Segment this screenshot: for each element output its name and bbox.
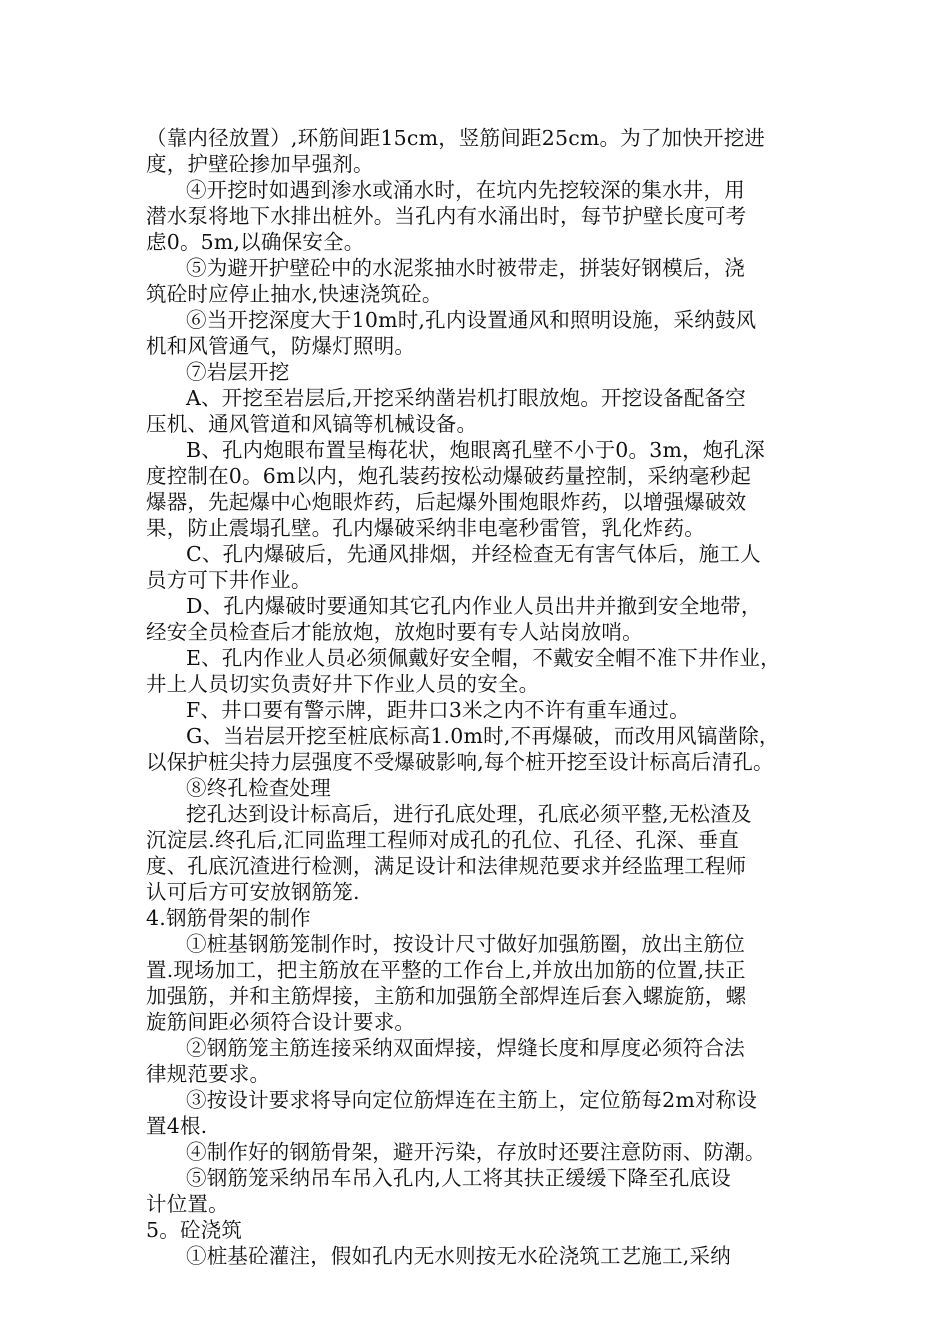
text-line: （靠内径放置）,环筋间距15cm，竖筋间距25cm。为了加快开挖进 [146,126,766,150]
text-line: ④开挖时如遇到渗水或涌水时，在坑内先挖较深的集水井，用 [186,178,745,202]
text-line: D、孔内爆破时要通知其它孔内作业人员出井并撤到安全地带， [186,594,762,618]
text-line: 律规范要求。 [146,1062,271,1086]
text-line: 5。砼浇筑 [146,1218,243,1242]
text-line: 爆器，先起爆中心炮眼炸药，后起爆外围炮眼炸药，以增强爆破效 [146,490,747,514]
text-line: 筑砼时应停止抽水,快速浇筑砼。 [146,282,443,306]
text-line: ⑤为避开护壁砼中的水泥浆抽水时被带走，拼装好钢模后，浇 [186,256,745,280]
text-line: 井上人员切实负责好井下作业人员的安全。 [146,672,540,696]
text-line: ⑧终孔检查处理 [186,776,331,800]
text-line: 认可后方可安放钢筋笼. [146,880,360,904]
text-line: 4.钢筋骨架的制作 [146,906,311,930]
text-line: 计位置。 [146,1192,229,1216]
text-line: ④制作好的钢筋骨架，避开污染，存放时还要注意防雨、防潮。 [186,1140,766,1164]
text-line: ⑦岩层开挖 [186,360,290,384]
text-line: ③按设计要求将导向定位筋焊连在主筋上，定位筋每2m对称设 [186,1088,758,1112]
text-line: 果，防止震塌孔壁。孔内爆破采纳非电毫秒雷管，乳化炸药。 [146,516,705,540]
text-line: ⑤钢筋笼采纳吊车吊入孔内,人工将其扶正缓缓下降至孔底设 [186,1166,731,1190]
text-line: 员方可下井作业。 [146,568,312,592]
text-line: 经安全员检查后才能放炮，放炮时要有专人站岗放哨。 [146,620,643,644]
text-line: ①桩基钢筋笼制作时，按设计尺寸做好加强筋圈，放出主筋位 [186,932,745,956]
text-line: 置4根. [146,1114,208,1138]
text-line: 度，护壁砼掺加早强剂。 [146,152,374,176]
text-line: A、开挖至岩层后,开挖采纳凿岩机打眼放炮。开挖设备配备空 [186,386,746,410]
text-line: 虑0。5m,以确保安全。 [146,230,365,254]
text-line: E、孔内作业人员必须佩戴好安全帽，不戴安全帽不准下井作业， [186,646,781,670]
text-line: G、当岩层开挖至桩底标高1.0m时,不再爆破，而改用风镐凿除， [186,724,780,748]
text-line: 置.现场加工，把主筋放在平整的工作台上,并放出加筋的位置,扶正 [146,958,746,982]
text-line: 度控制在0。6m以内，炮孔装药按松动爆破药量控制，采纳毫秒起 [146,464,752,488]
text-line: 度、孔底沉渣进行检测，满足设计和法律规范要求并经监理工程师 [146,854,747,878]
text-line: 旋筋间距必须符合设计要求。 [146,1010,416,1034]
text-line: ①桩基砼灌注，假如孔内无水则按无水砼浇筑工艺施工,采纳 [186,1244,731,1268]
text-line: ②钢筋笼主筋连接采纳双面焊接，焊缝长度和厚度必须符合法 [186,1036,745,1060]
text-line: F、井口要有警示牌，距井口3米之内不许有重车通过。 [186,698,690,722]
document-page [146,125,810,1269]
text-line: 以保护桩尖持力层强度不受爆破影响,每个桩开挖至设计标高后清孔。 [146,750,774,774]
text-line: 压机、通风管道和风镐等机械设备。 [146,412,478,436]
text-line: 潜水泵将地下水排出桩外。当孔内有水涌出时，每节护壁长度可考 [146,204,747,228]
text-line: 沉淀层.终孔后,汇同监理工程师对成孔的孔位、孔径、孔深、垂直 [146,828,740,852]
text-line: C、孔内爆破后，先通风排烟，并经检查无有害气体后，施工人 [186,542,761,566]
text-line: 加强筋，并和主筋焊接，主筋和加强筋全部焊连后套入螺旋筋，螺 [146,984,747,1008]
text-line: 机和风管通气，防爆灯照明。 [146,334,416,358]
text-line: ⑥当开挖深度大于10m时,孔内设置通风和照明设施，采纳鼓风 [186,308,757,332]
text-line: 挖孔达到设计标高后，进行孔底处理，孔底必须平整,无松渣及 [186,802,752,826]
text-line: B、孔内炮眼布置呈梅花状，炮眼离孔壁不小于0。3m，炮孔深 [186,438,765,462]
